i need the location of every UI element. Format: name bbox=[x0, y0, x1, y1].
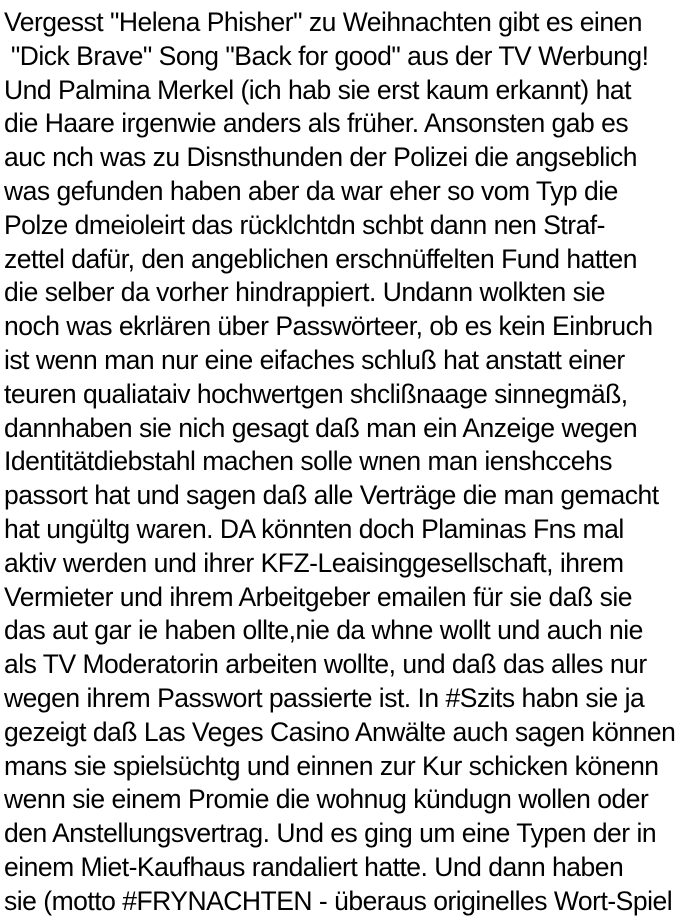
text-line: die selber da vorher hindrappiert. Undann wolkten sie bbox=[4, 277, 606, 308]
text-line: Vermieter und ihrem Arbeitgeber emailen für sie daß sie bbox=[4, 581, 632, 612]
text-line: gezeigt daß Las Veges Casino Anwälte auch sagen können bbox=[4, 716, 676, 747]
text-line: dannhaben sie nich gesagt daß man ein Anzeige wegen bbox=[4, 412, 638, 443]
text-line: mans sie spielsüchtg und einnen zur Kur schicken könenn bbox=[4, 750, 659, 781]
text-line: die Haare irgenwie anders als früher. Ansonsten gab es bbox=[4, 108, 629, 139]
text-line: hat ungültg waren. DA könnten doch Plaminas Fns mal bbox=[4, 513, 624, 544]
text-line: was gefunden haben aber da war eher so vom Typ die bbox=[4, 175, 618, 206]
text-line: als TV Moderatorin arbeiten wollte, und daß das alles nur bbox=[4, 649, 647, 680]
text-line: zettel dafür, den angeblichen erschnüffelten Fund hatten bbox=[4, 243, 638, 274]
text-document bbox=[4, 6, 684, 919]
text-line: den Anstellungsvertrag. Und es ging um eine Typen der in bbox=[4, 818, 657, 849]
text-line: Vergesst "Helena Phisher" zu Weihnachten gibt es einen bbox=[4, 7, 643, 37]
text-line: passort hat und sagen daß alle Verträge die man gemacht bbox=[4, 480, 659, 511]
text-line: teuren qualiataiv hochwertgen shclißnaage sinnegmäß, bbox=[4, 378, 628, 409]
text-line: Polze dmeioleirt das rücklchtdn schbt dann nen Straf- bbox=[4, 209, 605, 240]
text-line: Und Palmina Merkel (ich hab sie erst kaum erkannt) hat bbox=[4, 74, 631, 105]
text-line: Identitätdiebstahl machen solle wnen man ienshccehs bbox=[4, 446, 612, 477]
text-line: sie (motto #FRYNACHTEN - überaus originelles Wort-Spiel bbox=[4, 885, 673, 916]
text-line: einem Miet-Kaufhaus randaliert hatte. Und dann haben bbox=[4, 851, 624, 882]
text-line: "Dick Brave" Song "Back for good" aus der TV Werbung! bbox=[4, 40, 649, 71]
text-line: das aut gar ie haben ollte,nie da whne wollt und auch nie bbox=[4, 615, 643, 646]
text-line: aktiv werden und ihrer KFZ-Leaisinggesellschaft, ihrem bbox=[4, 547, 624, 578]
text-line: noch was ekrlären über Passwörteer, ob es kein Einbruch bbox=[4, 311, 653, 342]
text-line: wenn sie einem Promie die wohnug kündugn wollen oder bbox=[4, 784, 649, 815]
text-line: ist wenn man nur eine eifaches schluß hat anstatt einer bbox=[4, 344, 625, 375]
text-line: auc nch was zu Disnsthunden der Polizei die angseblich bbox=[4, 142, 637, 173]
text-line: wegen ihrem Passwort passierte ist. In #Szits habn sie ja bbox=[4, 682, 645, 713]
